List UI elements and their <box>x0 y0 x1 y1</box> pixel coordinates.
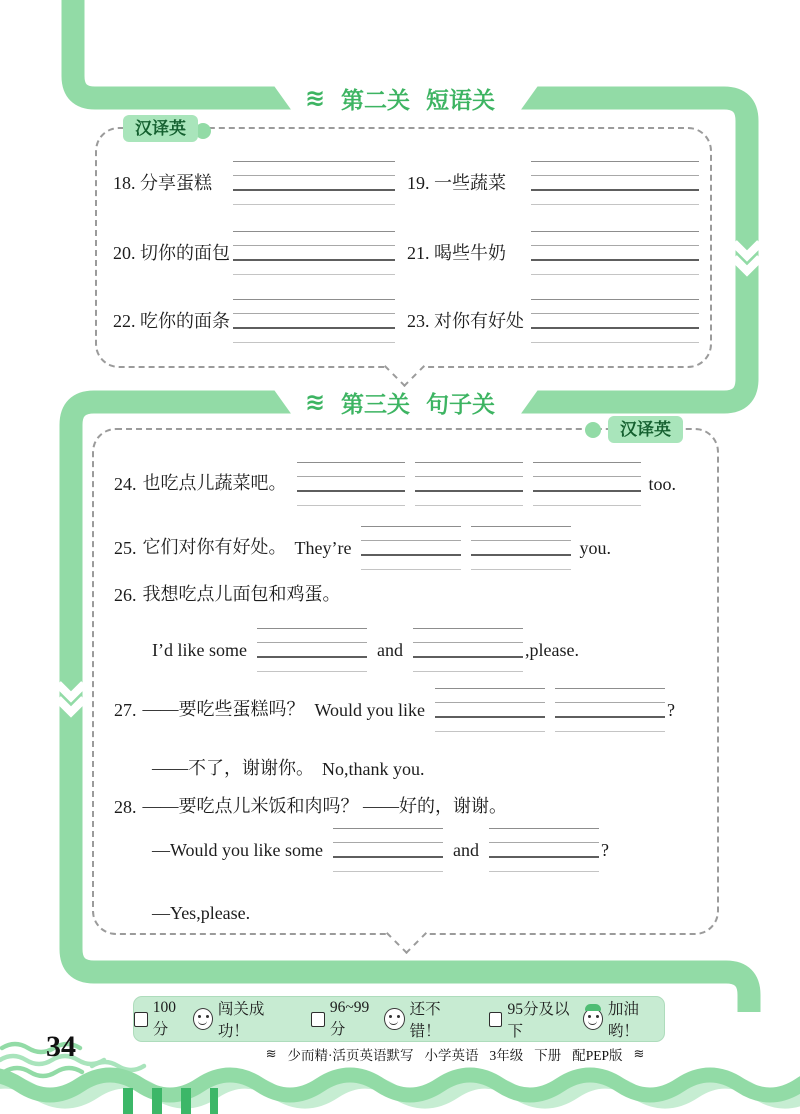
answer-lines[interactable] <box>531 231 699 275</box>
phrase-row <box>113 297 699 343</box>
section3-name: 句子关 <box>426 390 496 417</box>
page-number: 34 <box>46 1030 76 1063</box>
score-value: 96~99分 <box>329 999 370 1038</box>
english-connector: and <box>453 840 480 860</box>
chinese-prompt: ——不了，谢谢你。 <box>152 758 314 778</box>
answer-lines[interactable] <box>531 161 699 205</box>
section2-level: 第二关 <box>341 86 411 113</box>
chinese-prompt: 它们对你有好处。 <box>142 537 287 557</box>
answer-lines[interactable] <box>415 462 523 506</box>
phrase-exercise-box <box>95 119 712 368</box>
green-cap-icon <box>585 1004 601 1011</box>
answer-lines[interactable] <box>257 628 367 672</box>
bottom-tab-mark <box>210 1088 218 1114</box>
smile-face-icon <box>384 1008 404 1030</box>
wave-icon: ≋ <box>265 1046 277 1062</box>
score-label: 加油哟！ <box>607 1001 639 1040</box>
section3-title <box>0 388 800 416</box>
chinese-prompt: ——要吃点儿米饭和肉吗？ ——好的，谢谢。 <box>142 796 507 816</box>
book-edition: 配PEP版 <box>572 1048 623 1063</box>
score-value: 100分 <box>152 999 177 1038</box>
section3-level: 第三关 <box>341 390 411 417</box>
bottom-tab-mark <box>181 1088 191 1114</box>
bottom-wave-ribbon <box>0 1075 800 1102</box>
answer-lines[interactable] <box>531 299 699 343</box>
answer-lines[interactable] <box>555 688 665 732</box>
book-volume: 下册 <box>534 1048 562 1063</box>
bottom-tab-mark <box>123 1088 133 1114</box>
chinese-prompt: 也吃点儿蔬菜吧。 <box>142 473 287 493</box>
answer-lines[interactable] <box>297 462 405 506</box>
badge-bump <box>585 422 601 438</box>
phrase-label: 18. 分享蛋糕 <box>113 173 212 193</box>
score-entry-95-below <box>489 997 664 1041</box>
sentence-row-24 <box>114 460 703 506</box>
answer-lines[interactable] <box>413 628 523 672</box>
answer-lines[interactable] <box>233 231 395 275</box>
phrase-row <box>113 159 699 205</box>
sentence-exercise-box <box>92 420 719 935</box>
sentence-row-27b <box>152 754 703 780</box>
score-checkbox-95-below[interactable] <box>489 1012 503 1027</box>
phrase-label: 19. 一些蔬菜 <box>407 173 506 193</box>
phrase-label: 23. 对你有好处 <box>407 311 524 331</box>
score-checkbox-100[interactable] <box>134 1012 148 1027</box>
section2-title <box>0 84 800 112</box>
item-number: 25. <box>114 538 137 558</box>
score-bar <box>133 996 665 1042</box>
answer-lines[interactable] <box>489 828 599 872</box>
section3-header <box>0 388 800 416</box>
english-prefix: I’d like some <box>152 640 247 660</box>
score-label: 还不错！ <box>409 1001 441 1040</box>
phrase-label: 21. 喝些牛奶 <box>407 243 506 263</box>
item-number: 28. <box>114 797 137 817</box>
phrase-label: 22. 吃你的面条 <box>113 311 230 331</box>
score-entry-96-99 <box>311 997 466 1041</box>
english-suffix: ,please. <box>524 640 579 660</box>
sentence-row-28b <box>152 826 703 872</box>
book-subject: 小学英语 <box>424 1048 479 1063</box>
english-suffix: you. <box>579 538 611 558</box>
book-footer <box>150 1044 760 1064</box>
phrase-row <box>113 229 699 275</box>
phrase-label: 20. 切你的面包 <box>113 243 230 263</box>
score-value: 95分及以下 <box>507 1001 570 1040</box>
book-grade: 3年级 <box>489 1048 524 1063</box>
cheer-face-icon <box>583 1008 603 1030</box>
english-connector: and <box>376 640 403 660</box>
wave-icon: ≋ <box>304 388 326 416</box>
section2-header <box>0 84 800 112</box>
wave-icon: ≋ <box>304 84 326 112</box>
bottom-tab-mark <box>152 1088 162 1114</box>
answer-lines[interactable] <box>471 526 571 570</box>
item-number: 26. <box>114 585 137 605</box>
answer-lines[interactable] <box>233 161 395 205</box>
sentence-row-26 <box>114 580 703 606</box>
sentence-row-27 <box>114 686 703 732</box>
translate-badge: 汉译英 <box>608 416 683 443</box>
answer-lines[interactable] <box>361 526 461 570</box>
score-label: 闯关成功！ <box>217 1001 265 1040</box>
answer-lines[interactable] <box>435 688 545 732</box>
english-prefix: They’re <box>294 538 352 558</box>
english-answer: No,thank you. <box>322 759 425 779</box>
english-suffix: too. <box>648 474 677 494</box>
answer-lines[interactable] <box>533 462 641 506</box>
chinese-prompt: ——要吃些蛋糕吗？ <box>142 699 305 719</box>
section2-name: 短语关 <box>426 86 496 113</box>
sentence-row-26b <box>152 626 703 672</box>
score-entry-100 <box>134 997 288 1041</box>
answer-lines[interactable] <box>333 828 443 872</box>
sentence-row-28 <box>114 792 703 818</box>
item-number: 27. <box>114 700 137 720</box>
english-answer: —Yes,please. <box>152 903 251 923</box>
happy-face-icon <box>193 1008 213 1030</box>
english-prefix: —Would you like some <box>152 840 324 860</box>
sentence-row-25 <box>114 524 703 570</box>
english-prefix: Would you like <box>314 700 426 720</box>
answer-lines[interactable] <box>233 299 395 343</box>
translate-badge: 汉译英 <box>123 115 198 142</box>
book-title: 少而精·活页英语默写 <box>287 1048 414 1063</box>
question-mark: ? <box>601 840 610 860</box>
sentence-row-28c <box>152 898 703 924</box>
score-checkbox-96-99[interactable] <box>311 1012 325 1027</box>
wave-icon: ≋ <box>633 1046 645 1062</box>
item-number: 24. <box>114 474 137 494</box>
chinese-prompt: 我想吃点儿面包和鸡蛋。 <box>142 584 341 604</box>
question-mark: ? <box>667 700 676 720</box>
